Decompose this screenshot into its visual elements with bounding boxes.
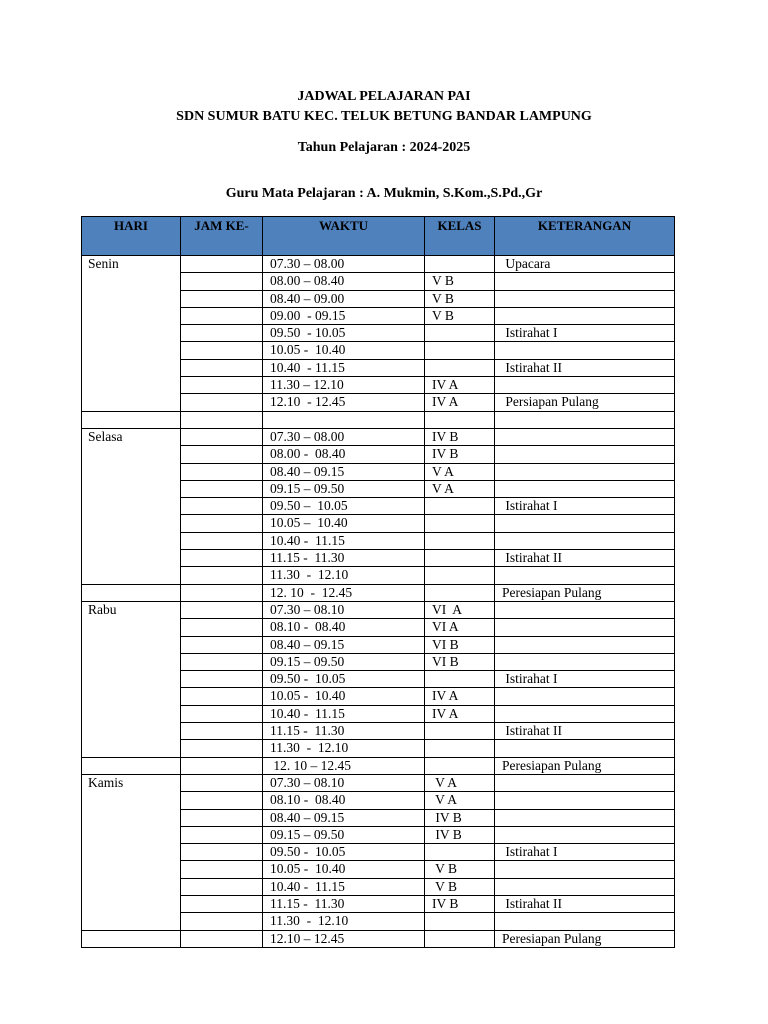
- class-cell: [425, 325, 495, 342]
- class-cell: IV B: [425, 895, 495, 912]
- note-cell: [495, 532, 675, 549]
- class-cell: [425, 411, 495, 428]
- jam-cell: [181, 861, 263, 878]
- jam-cell: [181, 723, 263, 740]
- jam-cell: [181, 256, 263, 273]
- note-cell: [495, 290, 675, 307]
- note-cell: Istirahat II: [495, 359, 675, 376]
- teacher-name: Guru Mata Pelajaran : A. Mukmin, S.Kom.,S.Pd.,Gr: [225, 186, 543, 201]
- class-cell: [425, 584, 495, 601]
- class-cell: IV A: [425, 377, 495, 394]
- jam-cell: [181, 740, 263, 757]
- time-cell: 08.10 - 08.40: [263, 619, 425, 636]
- note-cell: Upacara: [495, 256, 675, 273]
- jam-cell: [181, 550, 263, 567]
- note-cell: Istirahat I: [495, 498, 675, 515]
- day-cell: Kamis: [82, 774, 181, 930]
- jam-cell: [181, 844, 263, 861]
- note-cell: [495, 705, 675, 722]
- jam-cell: [181, 515, 263, 532]
- class-cell: [425, 844, 495, 861]
- class-cell: [425, 567, 495, 584]
- class-cell: [425, 671, 495, 688]
- note-cell: [495, 307, 675, 324]
- note-cell: [495, 688, 675, 705]
- class-cell: [425, 342, 495, 359]
- note-cell: [495, 601, 675, 618]
- time-cell: 08.40 – 09.15: [263, 636, 425, 653]
- time-cell: 09.50 – 10.05: [263, 498, 425, 515]
- class-cell: V B: [425, 307, 495, 324]
- table-row: [82, 757, 675, 774]
- note-cell: [495, 342, 675, 359]
- time-cell: 11.30 - 12.10: [263, 740, 425, 757]
- time-cell: 11.15 - 11.30: [263, 723, 425, 740]
- jam-cell: [181, 273, 263, 290]
- jam-cell: [181, 342, 263, 359]
- note-cell: [495, 878, 675, 895]
- time-cell: 11.30 – 12.10: [263, 377, 425, 394]
- class-cell: VI A: [425, 619, 495, 636]
- time-cell: 10.05 - 10.40: [263, 342, 425, 359]
- note-cell: [495, 480, 675, 497]
- time-cell: 08.10 - 08.40: [263, 792, 425, 809]
- time-cell: 09.50 - 10.05: [263, 671, 425, 688]
- class-cell: IV B: [425, 428, 495, 445]
- time-cell: 07.30 – 08.00: [263, 256, 425, 273]
- note-cell: Peresiapan Pulang: [495, 584, 675, 601]
- school-year: Tahun Pelajaran : 2024-2025: [297, 140, 471, 155]
- class-cell: V A: [425, 792, 495, 809]
- note-cell: Istirahat II: [495, 895, 675, 912]
- jam-cell: [181, 653, 263, 670]
- column-header-jam: JAM KE-: [181, 217, 263, 256]
- jam-cell: [181, 895, 263, 912]
- time-cell: 09.15 – 09.50: [263, 480, 425, 497]
- class-cell: IV A: [425, 394, 495, 411]
- table-header-row: [82, 217, 675, 256]
- time-cell: 11.30 - 12.10: [263, 913, 425, 930]
- jam-cell: [181, 498, 263, 515]
- note-cell: [495, 809, 675, 826]
- note-cell: Peresiapan Pulang: [495, 930, 675, 947]
- jam-cell: [181, 930, 263, 947]
- class-cell: V B: [425, 878, 495, 895]
- column-header-keterangan: KETERANGAN: [495, 217, 675, 256]
- jam-cell: [181, 480, 263, 497]
- jam-cell: [181, 411, 263, 428]
- note-cell: Istirahat I: [495, 671, 675, 688]
- class-cell: VI B: [425, 636, 495, 653]
- school-name: SDN SUMUR BATU KEC. TELUK BETUNG BANDAR LAMPUNG: [176, 109, 592, 124]
- schedule-body: [82, 256, 675, 948]
- jam-cell: [181, 913, 263, 930]
- time-cell: 10.05 – 10.40: [263, 515, 425, 532]
- class-cell: [425, 740, 495, 757]
- class-cell: V B: [425, 273, 495, 290]
- time-cell: 11.15 - 11.30: [263, 550, 425, 567]
- jam-cell: [181, 809, 263, 826]
- jam-cell: [181, 359, 263, 376]
- table-row: [82, 428, 675, 445]
- class-cell: [425, 256, 495, 273]
- time-cell: 11.15 - 11.30: [263, 895, 425, 912]
- table-row: [82, 411, 675, 428]
- jam-cell: [181, 567, 263, 584]
- note-cell: [495, 792, 675, 809]
- time-cell: 07.30 – 08.10: [263, 774, 425, 791]
- class-cell: V A: [425, 463, 495, 480]
- time-cell: 12. 10 - 12.45: [263, 584, 425, 601]
- class-cell: V B: [425, 290, 495, 307]
- time-cell: 09.50 - 10.05: [263, 325, 425, 342]
- jam-cell: [181, 307, 263, 324]
- note-cell: [495, 913, 675, 930]
- table-row: [82, 601, 675, 618]
- class-cell: [425, 532, 495, 549]
- time-cell: 09.15 – 09.50: [263, 653, 425, 670]
- jam-cell: [181, 826, 263, 843]
- day-cell: [82, 584, 181, 601]
- note-cell: Istirahat II: [495, 723, 675, 740]
- time-cell: 12. 10 – 12.45: [263, 757, 425, 774]
- note-cell: [495, 377, 675, 394]
- note-cell: [495, 273, 675, 290]
- class-cell: [425, 550, 495, 567]
- note-cell: [495, 515, 675, 532]
- class-cell: [425, 515, 495, 532]
- note-cell: [495, 774, 675, 791]
- class-cell: [425, 930, 495, 947]
- class-cell: [425, 913, 495, 930]
- class-cell: IV B: [425, 809, 495, 826]
- jam-cell: [181, 290, 263, 307]
- note-cell: [495, 619, 675, 636]
- jam-cell: [181, 774, 263, 791]
- jam-cell: [181, 428, 263, 445]
- class-cell: [425, 359, 495, 376]
- class-cell: V A: [425, 774, 495, 791]
- table-row: [82, 930, 675, 947]
- note-cell: [495, 411, 675, 428]
- jam-cell: [181, 325, 263, 342]
- jam-cell: [181, 446, 263, 463]
- jam-cell: [181, 705, 263, 722]
- day-cell: Senin: [82, 256, 181, 412]
- day-cell: [82, 930, 181, 947]
- day-cell: [82, 757, 181, 774]
- column-header-hari: HARI: [82, 217, 181, 256]
- note-cell: Istirahat I: [495, 844, 675, 861]
- jam-cell: [181, 792, 263, 809]
- time-cell: 10.40 - 11.15: [263, 705, 425, 722]
- class-cell: V A: [425, 480, 495, 497]
- time-cell: 12.10 – 12.45: [263, 930, 425, 947]
- document-title: JADWAL PELAJARAN PAI: [297, 89, 471, 104]
- time-cell: 08.00 - 08.40: [263, 446, 425, 463]
- note-cell: [495, 567, 675, 584]
- time-cell: 09.15 – 09.50: [263, 826, 425, 843]
- time-cell: 10.40 - 11.15: [263, 359, 425, 376]
- jam-cell: [181, 878, 263, 895]
- jam-cell: [181, 619, 263, 636]
- jam-cell: [181, 671, 263, 688]
- time-cell: 08.40 – 09.15: [263, 809, 425, 826]
- jam-cell: [181, 584, 263, 601]
- time-cell: 08.40 – 09.15: [263, 463, 425, 480]
- jam-cell: [181, 463, 263, 480]
- note-cell: [495, 740, 675, 757]
- table-row: [82, 584, 675, 601]
- time-cell: 09.00 - 09.15: [263, 307, 425, 324]
- note-cell: [495, 428, 675, 445]
- note-cell: Persiapan Pulang: [495, 394, 675, 411]
- jam-cell: [181, 688, 263, 705]
- jam-cell: [181, 394, 263, 411]
- class-cell: VI B: [425, 653, 495, 670]
- day-cell: Rabu: [82, 601, 181, 757]
- time-cell: 10.05 - 10.40: [263, 861, 425, 878]
- note-cell: Istirahat I: [495, 325, 675, 342]
- time-cell: 10.05 - 10.40: [263, 688, 425, 705]
- class-cell: [425, 757, 495, 774]
- note-cell: [495, 636, 675, 653]
- time-cell: 08.40 – 09.00: [263, 290, 425, 307]
- day-cell: Selasa: [82, 428, 181, 584]
- class-cell: [425, 723, 495, 740]
- schedule-table: [81, 216, 675, 948]
- time-cell: 10.40 - 11.15: [263, 532, 425, 549]
- column-header-waktu: WAKTU: [263, 217, 425, 256]
- time-cell: 11.30 - 12.10: [263, 567, 425, 584]
- jam-cell: [181, 636, 263, 653]
- column-header-kelas: KELAS: [425, 217, 495, 256]
- jam-cell: [181, 601, 263, 618]
- time-cell: 12.10 - 12.45: [263, 394, 425, 411]
- class-cell: IV B: [425, 826, 495, 843]
- time-cell: 07.30 – 08.00: [263, 428, 425, 445]
- jam-cell: [181, 757, 263, 774]
- note-cell: [495, 446, 675, 463]
- time-cell: 07.30 – 08.10: [263, 601, 425, 618]
- note-cell: Peresiapan Pulang: [495, 757, 675, 774]
- class-cell: IV A: [425, 705, 495, 722]
- class-cell: [425, 498, 495, 515]
- note-cell: [495, 463, 675, 480]
- jam-cell: [181, 377, 263, 394]
- time-cell: 08.00 – 08.40: [263, 273, 425, 290]
- note-cell: [495, 861, 675, 878]
- note-cell: [495, 826, 675, 843]
- table-row: [82, 774, 675, 791]
- time-cell: 10.40 - 11.15: [263, 878, 425, 895]
- class-cell: V B: [425, 861, 495, 878]
- note-cell: Istirahat II: [495, 550, 675, 567]
- day-cell: [82, 411, 181, 428]
- note-cell: [495, 653, 675, 670]
- class-cell: IV A: [425, 688, 495, 705]
- time-cell: 09.50 - 10.05: [263, 844, 425, 861]
- jam-cell: [181, 532, 263, 549]
- class-cell: IV B: [425, 446, 495, 463]
- class-cell: VI A: [425, 601, 495, 618]
- time-cell: [263, 411, 425, 428]
- table-row: [82, 256, 675, 273]
